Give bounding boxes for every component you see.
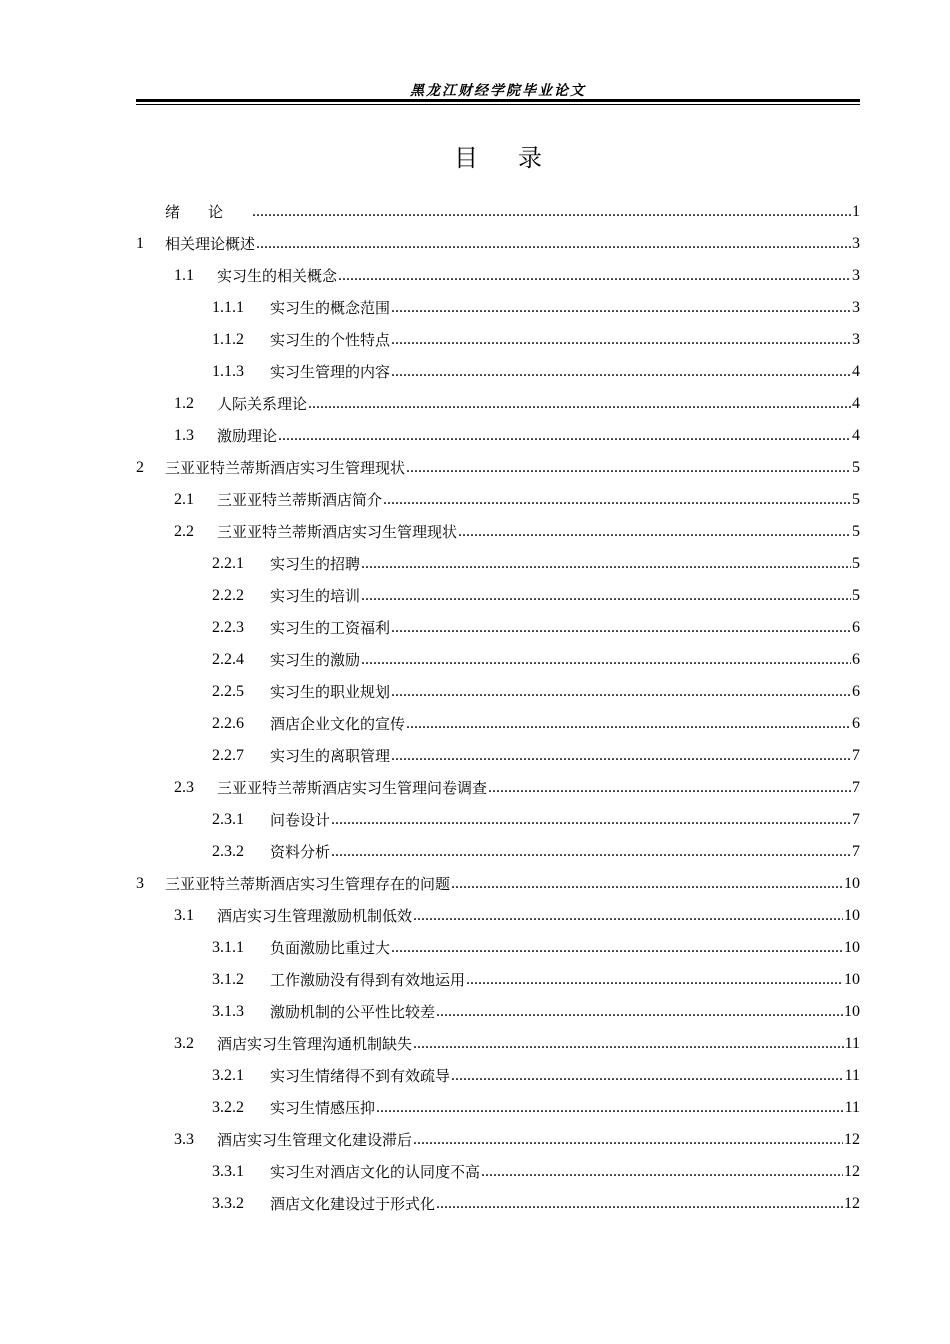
- toc-entry[interactable]: [136, 926, 860, 958]
- toc-entry-number: 3.1.1: [212, 939, 244, 956]
- toc-entry[interactable]: [136, 606, 860, 638]
- toc-entry-number: 1.1.3: [212, 363, 244, 380]
- toc-dot-leader: [481, 1162, 843, 1182]
- toc-entry-title: 工作激励没有得到有效地运用: [270, 971, 466, 989]
- toc-entry-title: 激励机制的公平性比较差: [270, 1003, 436, 1021]
- toc-entry-number: 3.1: [174, 907, 194, 924]
- toc-dot-leader: [466, 970, 843, 990]
- toc-dot-leader: [278, 426, 851, 446]
- toc-dot-leader: [256, 234, 851, 254]
- toc-dot-leader: [451, 874, 843, 894]
- running-header: 黑龙江财经学院毕业论文: [410, 83, 586, 99]
- toc-entry-title: 三亚亚特兰蒂斯酒店简介: [217, 491, 383, 509]
- toc-entry[interactable]: [136, 542, 860, 574]
- toc-entry-number: 3.2.2: [212, 1099, 244, 1116]
- toc-entry-title: 激励理论: [217, 427, 278, 445]
- toc-entry-title: 人际关系理论: [217, 395, 308, 413]
- toc-entry-number: 2.2.1: [212, 555, 244, 572]
- toc-entry[interactable]: [136, 862, 860, 894]
- toc-dot-leader: [338, 266, 851, 286]
- toc-dot-leader: [391, 298, 851, 318]
- toc-dot-leader: [376, 1098, 844, 1118]
- toc-entry-title: 实习生的激励: [270, 651, 361, 669]
- toc-dot-leader: [391, 618, 851, 638]
- toc-entry[interactable]: [136, 798, 860, 830]
- toc-entry-page: 10: [844, 971, 860, 988]
- toc-entry[interactable]: [136, 830, 860, 862]
- toc-entry[interactable]: [136, 1054, 860, 1086]
- toc-entry-title: 酒店实习生管理沟通机制缺失: [217, 1035, 413, 1053]
- toc-entry-number: 3: [136, 875, 144, 892]
- toc-entry-page: 7: [852, 843, 860, 860]
- toc-entry-number: 3.3.2: [212, 1195, 244, 1212]
- toc-entry[interactable]: [136, 1150, 860, 1182]
- toc-entry-number: 2.3: [174, 779, 194, 796]
- toc-dot-leader: [406, 458, 851, 478]
- toc-dot-leader: [361, 650, 851, 670]
- toc-entry-number: 1.3: [174, 427, 194, 444]
- toc-entry-number: 2.2.4: [212, 651, 244, 668]
- toc-entry-page: 10: [844, 907, 860, 924]
- toc-entry-page: 7: [852, 747, 860, 764]
- toc-entry-number: 2.3.1: [212, 811, 244, 828]
- toc-entry-page: 11: [844, 1099, 860, 1116]
- toc-entry-number: 2.1: [174, 491, 194, 508]
- toc-dot-leader: [413, 906, 843, 926]
- toc-entry-number: 3.3.1: [212, 1163, 244, 1180]
- toc-dot-leader: [413, 1130, 843, 1150]
- toc-dot-leader: [391, 330, 851, 350]
- toc-entry[interactable]: [136, 350, 860, 382]
- toc-entry-page: 12: [844, 1131, 860, 1148]
- toc-entry-number: 2.2: [174, 523, 194, 540]
- toc-entry[interactable]: [136, 894, 860, 926]
- toc-entry-title: 酒店文化建设过于形式化: [270, 1195, 436, 1213]
- toc-entry[interactable]: [136, 1118, 860, 1150]
- toc-entry[interactable]: [136, 382, 860, 414]
- toc-entry-number: 1.1.2: [212, 331, 244, 348]
- toc-entry-title: 相关理论概述: [165, 235, 256, 253]
- toc-dot-leader: [391, 362, 851, 382]
- toc-entry[interactable]: [136, 766, 860, 798]
- toc-entry-title: 实习生的职业规划: [270, 683, 391, 701]
- header-rule-thick: [136, 99, 860, 102]
- toc-entry-title: 实习生的招聘: [270, 555, 361, 573]
- table-of-contents: [136, 190, 860, 1214]
- toc-entry-number: 3.1.2: [212, 971, 244, 988]
- toc-entry-page: 3: [852, 267, 860, 284]
- toc-dot-leader: [331, 810, 851, 830]
- toc-dot-leader: [308, 394, 851, 414]
- header-rule-thin: [136, 104, 860, 105]
- toc-entry-page: 5: [852, 523, 860, 540]
- toc-dot-leader: [436, 1194, 843, 1214]
- toc-entry-title: 问卷设计: [270, 811, 331, 829]
- toc-entry-page: 7: [852, 779, 860, 796]
- toc-entry[interactable]: [136, 414, 860, 446]
- toc-entry[interactable]: [136, 734, 860, 766]
- toc-entry-page: 5: [852, 459, 860, 476]
- toc-entry-page: 3: [852, 235, 860, 252]
- toc-entry-number: 1.1.1: [212, 299, 244, 316]
- toc-entry-title: 三亚亚特兰蒂斯酒店实习生管理问卷调查: [217, 779, 488, 797]
- toc-entry[interactable]: [136, 222, 860, 254]
- toc-entry-title: 实习生情绪得不到有效疏导: [270, 1067, 451, 1085]
- toc-entry-page: 11: [844, 1067, 860, 1084]
- toc-entry-page: 11: [844, 1035, 860, 1052]
- toc-entry-number: 3.2.1: [212, 1067, 244, 1084]
- toc-entry-page: 6: [852, 715, 860, 732]
- toc-entry[interactable]: [136, 510, 860, 542]
- toc-entry-number: 2: [136, 459, 144, 476]
- toc-entry-number: 3.2: [174, 1035, 194, 1052]
- toc-entry[interactable]: [136, 574, 860, 606]
- toc-entry[interactable]: [136, 958, 860, 990]
- toc-dot-leader: [436, 1002, 843, 1022]
- toc-entry-number: 2.2.2: [212, 587, 244, 604]
- toc-dot-leader: [391, 746, 851, 766]
- toc-entry[interactable]: [136, 190, 860, 222]
- toc-entry-page: 12: [844, 1195, 860, 1212]
- toc-dot-leader: [383, 490, 851, 510]
- toc-entry-number: 2.2.6: [212, 715, 244, 732]
- toc-entry-title: 酒店实习生管理激励机制低效: [217, 907, 413, 925]
- toc-dot-leader: [361, 586, 851, 606]
- toc-entry[interactable]: [136, 446, 860, 478]
- toc-entry-title: 酒店实习生管理文化建设滞后: [217, 1131, 413, 1149]
- toc-entry-title: 实习生的离职管理: [270, 747, 391, 765]
- toc-entry-page: 12: [844, 1163, 860, 1180]
- toc-entry-page: 5: [852, 491, 860, 508]
- toc-entry-page: 4: [852, 395, 860, 412]
- toc-entry[interactable]: [136, 990, 860, 1022]
- toc-entry-number: 3.3: [174, 1131, 194, 1148]
- toc-dot-leader: [451, 1066, 844, 1086]
- toc-entry-title: 实习生管理的内容: [270, 363, 391, 381]
- toc-entry-title: 资料分析: [270, 843, 331, 861]
- toc-entry[interactable]: [136, 478, 860, 510]
- toc-dot-leader: [331, 842, 851, 862]
- toc-entry-title: 三亚亚特兰蒂斯酒店实习生管理现状: [217, 523, 458, 541]
- toc-entry-number: 1.1: [174, 267, 194, 284]
- toc-entry[interactable]: [136, 638, 860, 670]
- toc-dot-leader: [391, 938, 843, 958]
- toc-entry-page: 5: [852, 587, 860, 604]
- toc-entry-title: 实习生的概念范围: [270, 299, 391, 317]
- toc-entry-title: 负面激励比重过大: [270, 939, 391, 957]
- toc-entry-page: 10: [844, 1003, 860, 1020]
- toc-entry-title: 实习生的个性特点: [270, 331, 391, 349]
- toc-entry-title: 实习生的培训: [270, 587, 361, 605]
- toc-entry[interactable]: [136, 670, 860, 702]
- toc-entry-number: 2.2.7: [212, 747, 244, 764]
- toc-entry-title: 三亚亚特兰蒂斯酒店实习生管理存在的问题: [165, 875, 451, 893]
- toc-entry-title: 实习生情感压抑: [270, 1099, 376, 1117]
- toc-entry-number: 2.3.2: [212, 843, 244, 860]
- toc-dot-leader: [252, 202, 851, 222]
- toc-entry-title: 三亚亚特兰蒂斯酒店实习生管理现状: [165, 459, 406, 477]
- toc-entry[interactable]: [136, 318, 860, 350]
- toc-dot-leader: [488, 778, 851, 798]
- toc-entry-title: 实习生对酒店文化的认同度不高: [270, 1163, 481, 1181]
- toc-entry[interactable]: [136, 702, 860, 734]
- toc-entry-number: 1.2: [174, 395, 194, 412]
- toc-dot-leader: [361, 554, 851, 574]
- toc-dot-leader: [458, 522, 851, 542]
- toc-entry-page: 3: [852, 331, 860, 348]
- toc-entry-page: 5: [852, 555, 860, 572]
- toc-entry-title: 实习生的相关概念: [217, 267, 338, 285]
- toc-entry-title: 实习生的工资福利: [270, 619, 391, 637]
- toc-entry-page: 10: [844, 875, 860, 892]
- toc-entry-page: 7: [852, 811, 860, 828]
- toc-entry[interactable]: [136, 286, 860, 318]
- toc-dot-leader: [391, 682, 851, 702]
- toc-dot-leader: [406, 714, 851, 734]
- toc-entry-page: 6: [852, 619, 860, 636]
- toc-dot-leader: [413, 1034, 844, 1054]
- toc-entry-number: 2.2.5: [212, 683, 244, 700]
- toc-entry-title: 绪论: [165, 203, 252, 221]
- toc-entry-number: 2.2.3: [212, 619, 244, 636]
- toc-entry-page: 6: [852, 683, 860, 700]
- toc-entry-number: 1: [136, 235, 144, 252]
- toc-entry-title: 酒店企业文化的宣传: [270, 715, 406, 733]
- toc-entry[interactable]: [136, 1022, 860, 1054]
- page-title: 目录: [454, 144, 582, 172]
- toc-entry[interactable]: [136, 254, 860, 286]
- toc-entry-page: 4: [852, 427, 860, 444]
- toc-entry-number: 3.1.3: [212, 1003, 244, 1020]
- toc-entry-page: 1: [852, 203, 860, 220]
- toc-entry-page: 10: [844, 939, 860, 956]
- toc-entry-page: 4: [852, 363, 860, 380]
- toc-entry-page: 3: [852, 299, 860, 316]
- toc-entry-page: 6: [852, 651, 860, 668]
- toc-entry[interactable]: [136, 1182, 860, 1214]
- toc-entry[interactable]: [136, 1086, 860, 1118]
